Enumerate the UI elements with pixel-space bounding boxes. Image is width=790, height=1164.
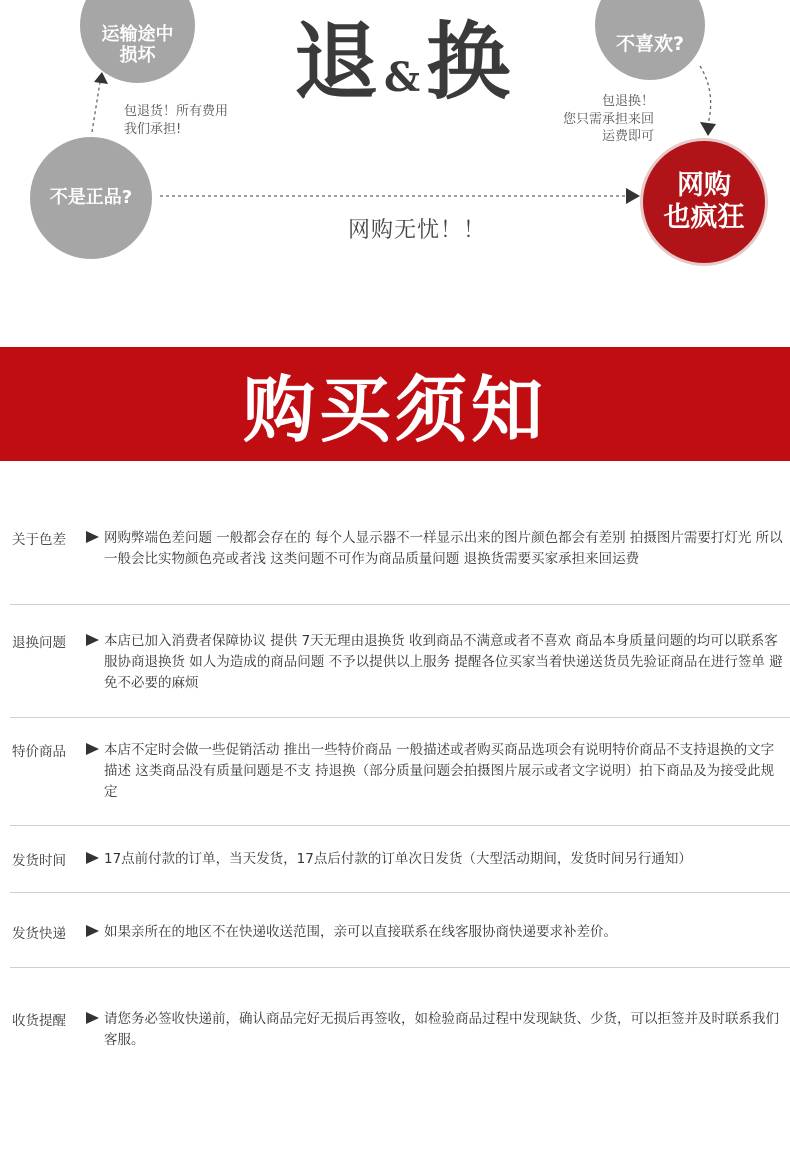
rule-divider — [10, 967, 790, 968]
rule-label: 收货提醒 — [12, 1013, 66, 1029]
rule-text: 网购弊端色差问题 一般都会存在的 每个人显示器不一样显示出来的图片颜色都会有差别 拍摄图片需要打灯光 所以一般会比实物颜色亮或者浅 这类问题不可作为商品质量问题 退换货需要买家承担来回运费 — [104, 530, 783, 567]
triangle-right-icon — [86, 531, 99, 543]
arrow-up-line — [92, 82, 100, 132]
rule-divider — [10, 825, 790, 826]
rule-label: 发货快递 — [12, 926, 66, 942]
triangle-right-icon — [86, 1012, 99, 1024]
note-exchange-shipping: 包退换！ 您只需承担来回 运费即可 — [563, 94, 655, 145]
circle-shopping-crazy: 网购 也疯狂 — [643, 141, 765, 263]
arrow-down-head — [700, 122, 716, 136]
title-exchange-char: 换 — [426, 13, 513, 111]
triangle-right-icon — [86, 925, 99, 937]
title-ampersand: & — [383, 54, 423, 101]
rule-text: 17点前付款的订单，当天发货，17点后付款的订单次日发货（大型活动期间，发货时间另行通知） — [104, 851, 692, 867]
rule-divider — [10, 604, 790, 605]
rule-label: 特价商品 — [12, 744, 66, 760]
banner-title: 购买须知 — [242, 368, 547, 452]
rule-label: 退换问题 — [12, 635, 66, 651]
returns-title — [283, 13, 523, 130]
rule-text: 本店已加入消费者保障协议 提供 7天无理由退换货 收到商品不满意或者不喜欢 商品本身质量问题的均可以联系客服协商退换货 如人为造成的商品问题 不予以提供以上服务 提醒各位买家当着快递送货员先验证商品在进行签单 避免不必要的麻烦 — [104, 633, 783, 691]
rule-label: 关于色差 — [12, 532, 66, 548]
triangle-right-icon — [86, 852, 99, 864]
rule-text: 请您务必签收快递前，确认商品完好无损后再签收，如检验商品过程中发现缺货、少货，可以拒签并及时联系我们客服。 — [104, 1011, 779, 1048]
arrow-right-head — [626, 188, 640, 204]
triangle-right-icon — [86, 634, 99, 646]
arrow-down-line — [700, 66, 711, 124]
returns-hero — [0, 0, 790, 300]
triangle-right-icon — [86, 743, 99, 755]
rule-label: 发货时间 — [12, 853, 66, 869]
circle-dislike: 不喜欢? — [595, 0, 705, 80]
circle-not-genuine: 不是正品? — [30, 137, 152, 259]
rule-divider — [10, 892, 790, 893]
purchase-notice-banner — [0, 347, 790, 461]
rule-text: 如果亲所在的地区不在快递收送范围，亲可以直接联系在线客服协商快递要求补差价。 — [104, 924, 617, 940]
circle-transit-damage: 运输途中 损坏 — [80, 0, 195, 83]
rule-divider — [10, 717, 790, 718]
note-return-all-costs: 包退货！所有费用 我们承担! — [124, 104, 229, 137]
rule-text: 本店不定时会做一些促销活动 推出一些特价商品 一般描述或者购买商品选项会有说明特价商品不支持退换的文字描述 这类商品没有质量问题是不支 持退换（部分质量问题会拍摄图片展示或者文字说明）拍下商品及为接受此规定 — [104, 742, 775, 800]
title-return-char: 退 — [293, 13, 380, 111]
worry-free-slogan: 网购无忧！！ — [348, 218, 487, 243]
